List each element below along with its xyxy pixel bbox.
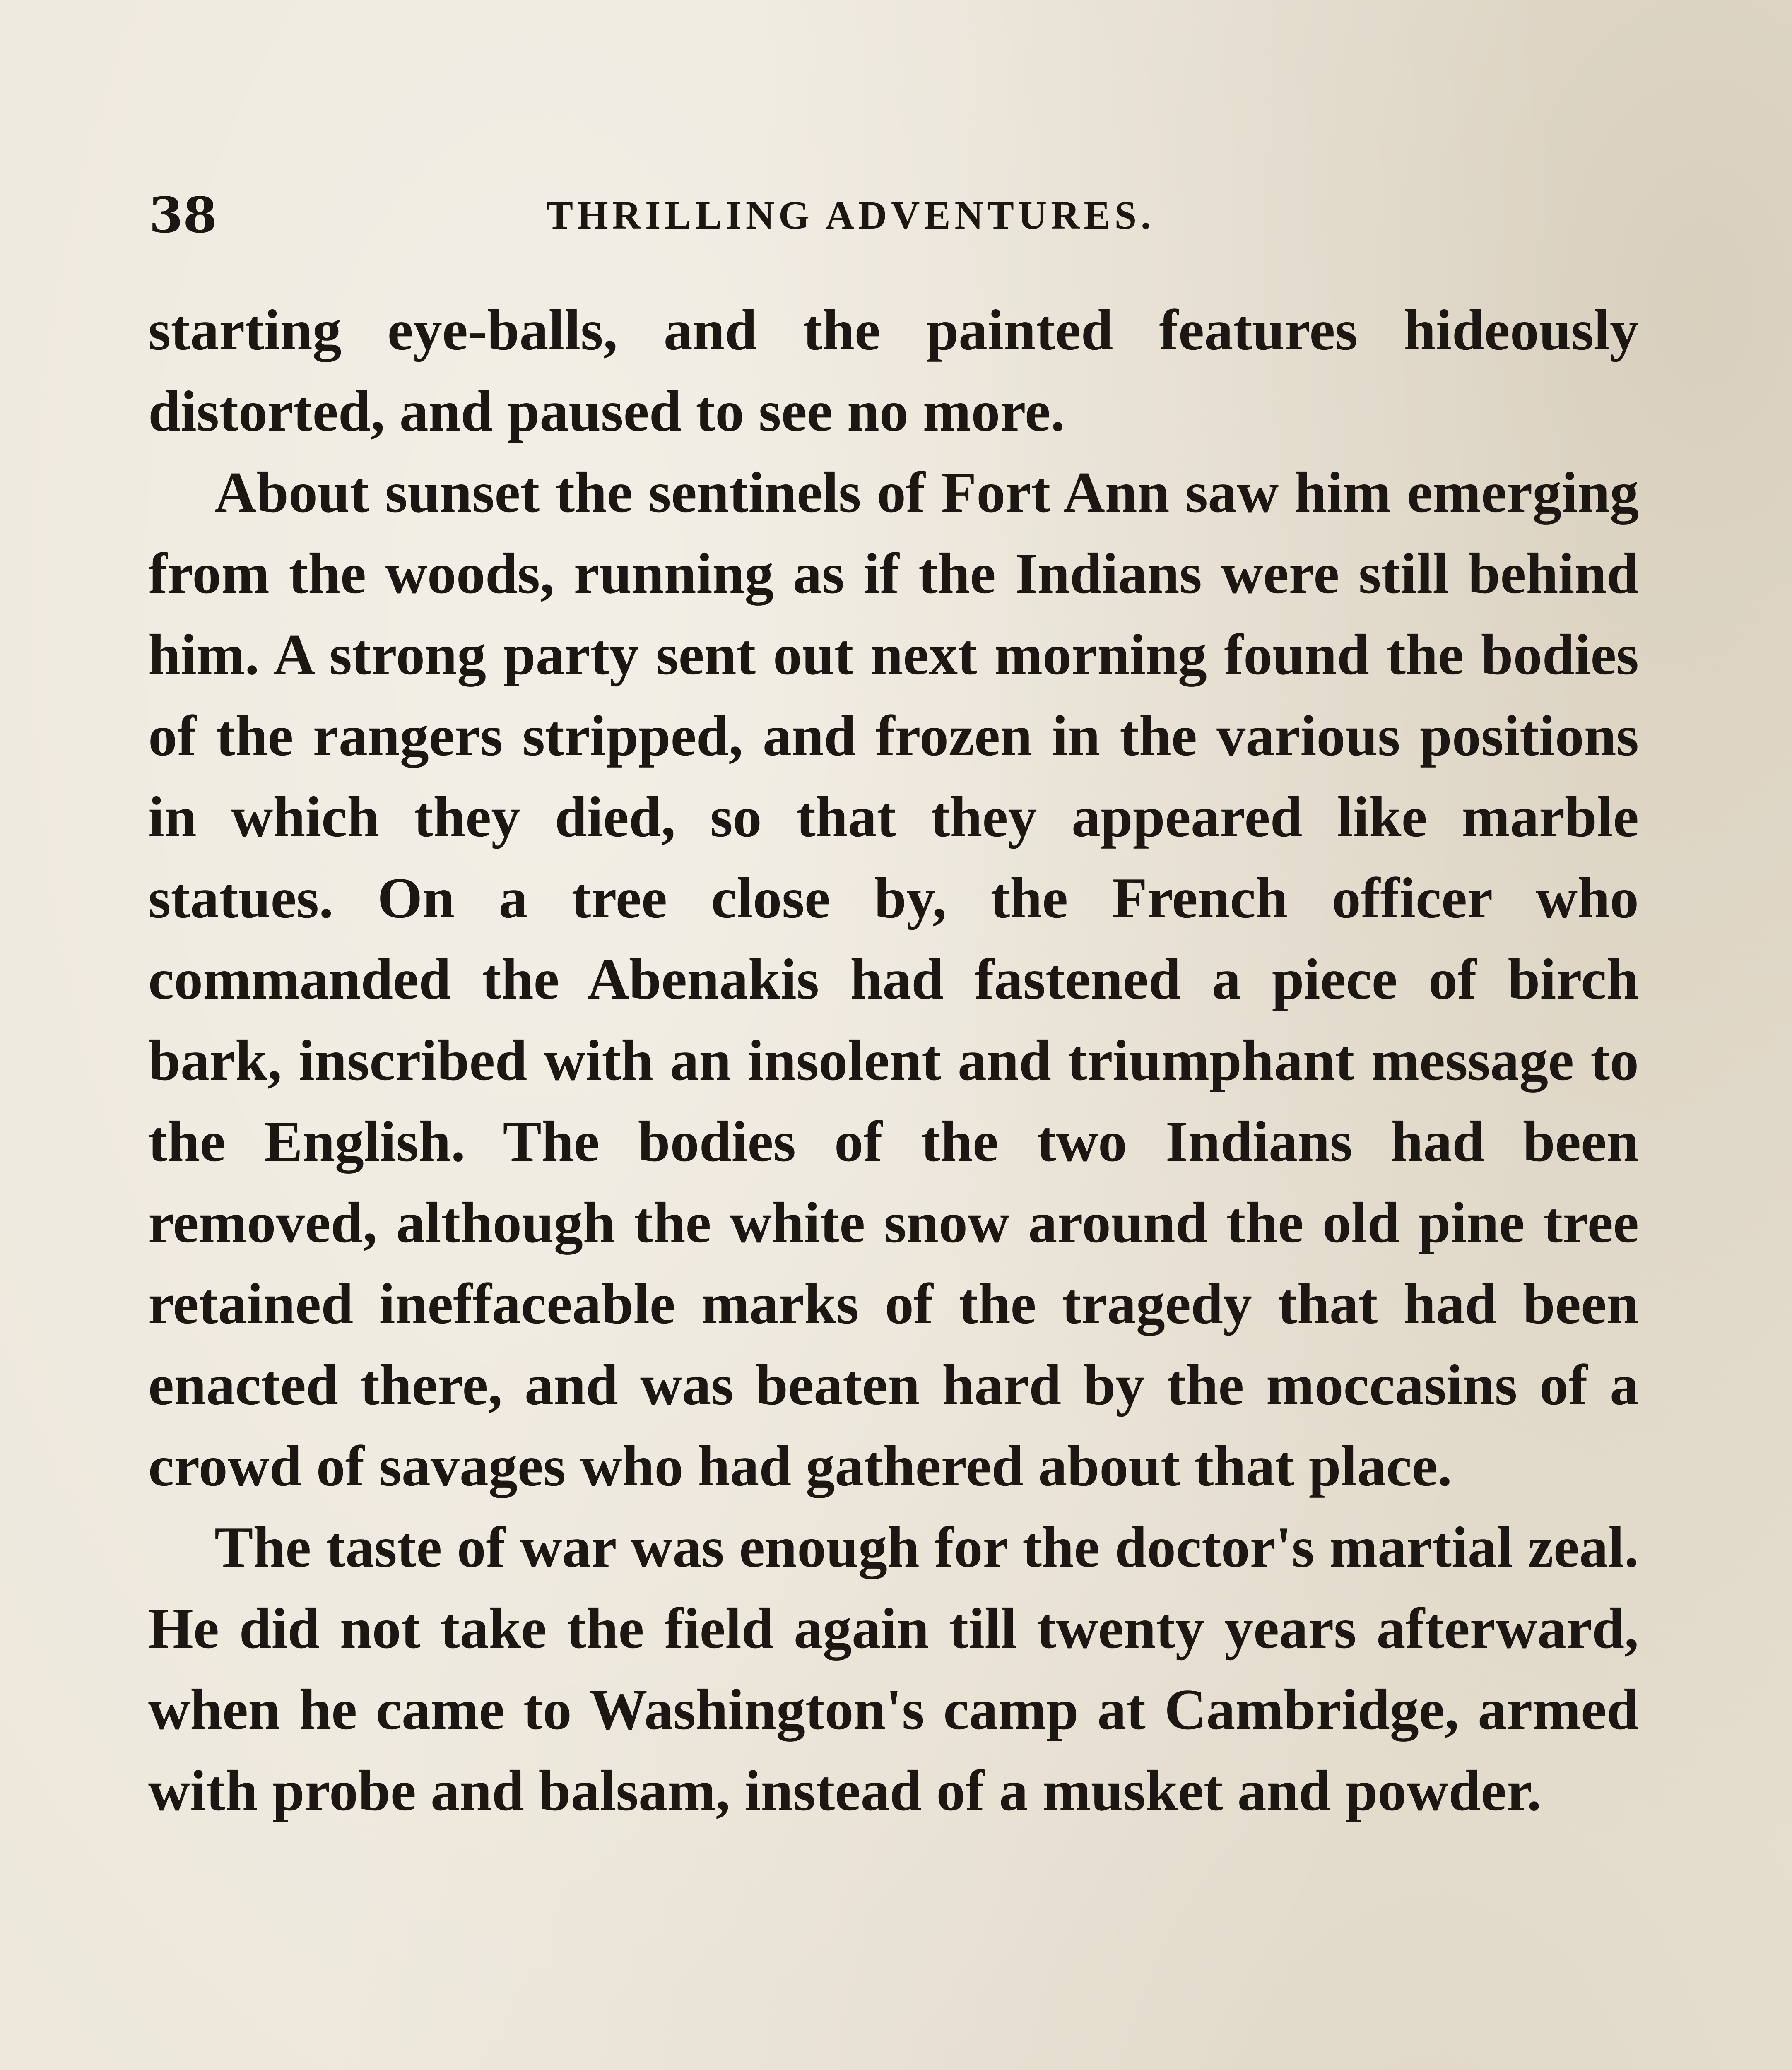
body-text	[148, 290, 1639, 1832]
paragraph: The taste of war was enough for the doctor's martial zeal. He did not take the field again till twenty years afterward, when he came to Washington's camp at Cambridge, armed with probe and balsam, instead of a musket and powder.	[148, 1515, 1639, 1823]
page-number: 38	[149, 186, 217, 244]
running-head: THRILLING ADVENTURES.	[547, 193, 1155, 237]
page-header	[149, 182, 1640, 248]
paragraph: starting eye-balls, and the painted features hideously distorted, and paused to see no more.	[148, 298, 1639, 443]
paragraph: About sunset the sentinels of Fort Ann saw him emerging from the woods, running as if the Indians were still behind him. A strong party sent out next morning found the bodies of the rangers stripped, and frozen in the various positions in which they died, so that they appeared like marble statues. On a tree close by, the French officer who commanded the Abenakis had fastened a piece of birch bark, inscribed with an insolent and triumphant message to the English. The bodies of the two Indians had been removed, although the white snow around the old pine tree retained ineffaceable marks of the tragedy that had been enacted there, and was beaten hard by the moccasins of a crowd of savages who had gathered about that place.	[148, 460, 1639, 1498]
